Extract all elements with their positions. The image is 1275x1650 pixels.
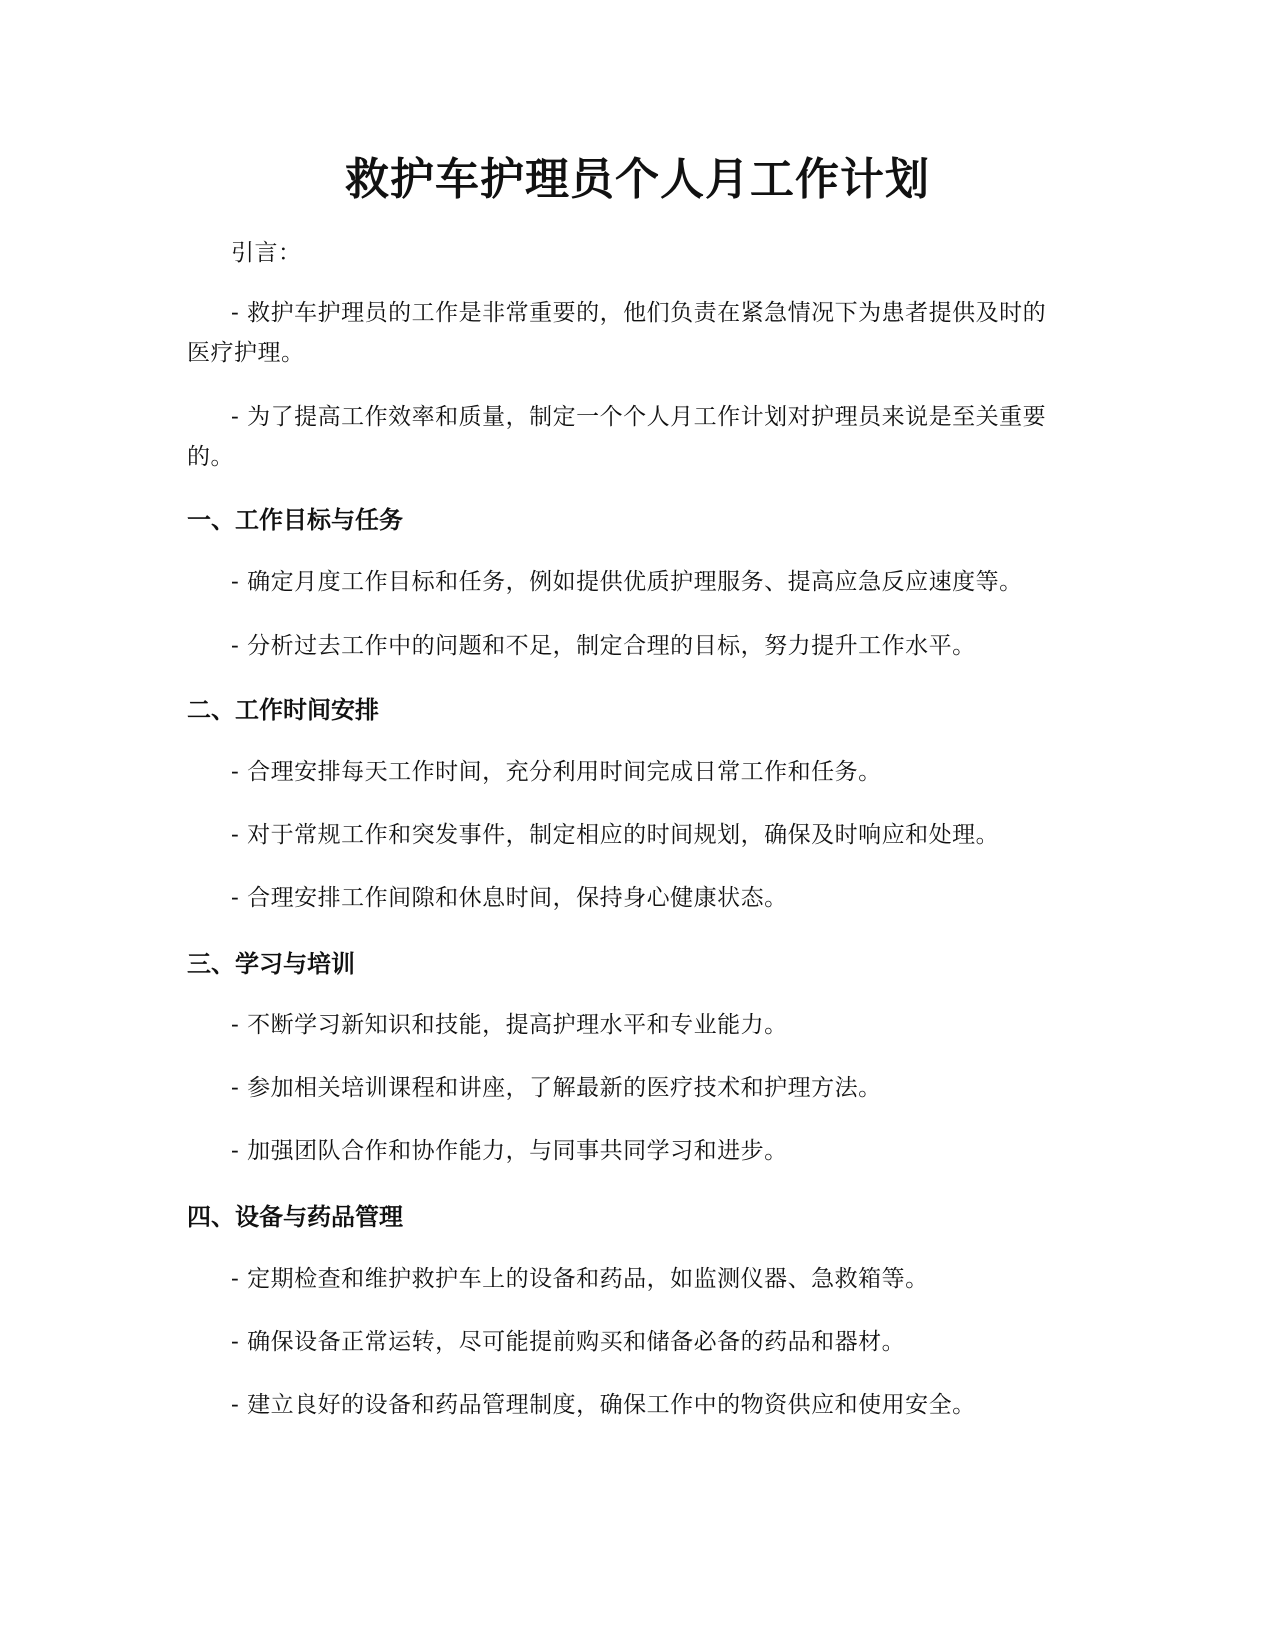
- section-schedule-item-1: - 合理安排每天工作时间，充分利用时间完成日常工作和任务。: [231, 759, 882, 785]
- intro-paragraph-2: - 为了提高工作效率和质量，制定一个个人月工作计划对护理员来说是至关重要的。: [187, 404, 1047, 470]
- intro-label: 引言：: [231, 240, 302, 266]
- section-heading-schedule: 二、工作时间安排: [187, 696, 379, 724]
- section-training-item-2: - 参加相关培训课程和讲座，了解最新的医疗技术和护理方法。: [231, 1075, 882, 1101]
- section-equipment-item-3: - 建立良好的设备和药品管理制度，确保工作中的物资供应和使用安全。: [231, 1392, 976, 1418]
- section-heading-equipment: 四、设备与药品管理: [187, 1203, 403, 1231]
- section-schedule-item-2: - 对于常规工作和突发事件，制定相应的时间规划，确保及时响应和处理。: [231, 822, 1000, 848]
- section-goals-item-1: - 确定月度工作目标和任务，例如提供优质护理服务、提高应急反应速度等。: [231, 569, 1023, 595]
- section-heading-training: 三、学习与培训: [187, 950, 355, 978]
- section-training-item-1: - 不断学习新知识和技能，提高护理水平和专业能力。: [231, 1012, 788, 1038]
- section-equipment-item-2: - 确保设备正常运转，尽可能提前购买和储备必备的药品和器材。: [231, 1329, 906, 1355]
- section-heading-goals: 一、工作目标与任务: [187, 506, 403, 534]
- section-training-item-3: - 加强团队合作和协作能力，与同事共同学习和进步。: [231, 1138, 788, 1164]
- section-schedule-item-3: - 合理安排工作间隙和休息时间，保持身心健康状态。: [231, 885, 788, 911]
- intro-paragraph-1: - 救护车护理员的工作是非常重要的，他们负责在紧急情况下为患者提供及时的医疗护理。: [187, 300, 1047, 366]
- document-title: 救护车护理员个人月工作计划: [345, 154, 930, 205]
- section-goals-item-2: - 分析过去工作中的问题和不足，制定合理的目标，努力提升工作水平。: [231, 633, 976, 659]
- section-equipment-item-1: - 定期检查和维护救护车上的设备和药品，如监测仪器、急救箱等。: [231, 1266, 929, 1292]
